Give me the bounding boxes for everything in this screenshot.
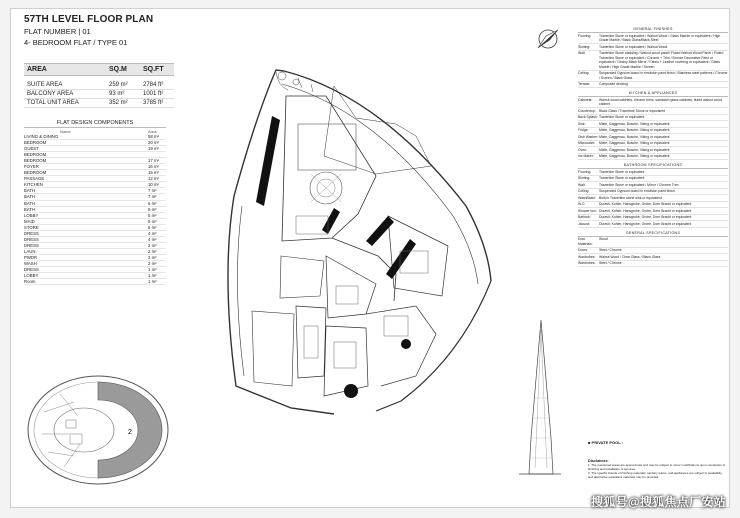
- spec-value: Built in Travertine stone sink or equivalent: [599, 195, 662, 200]
- spec-key: Ceiling:: [578, 189, 590, 193]
- spec-value: Composite decking: [599, 82, 628, 86]
- spec-value: Travertine Stone or equivalent: [599, 176, 645, 180]
- component-name: PWDR: [24, 254, 38, 260]
- flat-type: 4- BEDROOM FLAT / TYPE 01: [24, 38, 128, 47]
- spec-value: Suspended Gypsum board in emulsion paint finish / Stainless steel patterns / Chrome / Screen / Black Glass: [599, 71, 728, 80]
- spec-key: Dish Washer:: [578, 134, 599, 139]
- spec-key: Wardrobes:: [578, 261, 596, 265]
- components-name-header: Name: [60, 129, 71, 134]
- component-area: 19 m²: [148, 146, 159, 152]
- spec-value: Duravit, Kohler, Hansgrohe, Grohe, Dorn Bracht or equivalent: [599, 215, 692, 219]
- component-name: BATH: [24, 188, 36, 194]
- private-pool-label: ■ PRIVATE POOL :: [588, 440, 624, 445]
- component-name: BATH: [24, 200, 36, 206]
- component-name: PASSAGE: [24, 176, 45, 182]
- component-name: BEDROOM: [24, 140, 47, 146]
- spec-value: Travertine Stone or equivalent / Walnut Wood: [599, 44, 668, 49]
- component-area: 12 m²: [148, 176, 159, 182]
- spec-value: Black Glass / Travertine Stone or equivalent: [599, 108, 665, 113]
- spec-value: Miele, Gaggenau, Bosche, Viking or equivalent: [599, 154, 670, 158]
- spec-value: Suspended Gypsum board in emulsion paint finish: [599, 189, 675, 193]
- component-name: LIVING & DINING: [24, 134, 59, 139]
- component-name: DRESS: [24, 267, 39, 273]
- spec-key: Flooring:: [578, 33, 592, 38]
- area-sqm: 93 m²: [106, 89, 140, 98]
- tower-elevation-icon: [515, 318, 563, 480]
- spec-value: Duravit, Kohler, Hansgrohe, Grohe, Dorn Bracht or equivalent: [599, 221, 692, 226]
- spec-value: Duravit, Kohler, Hansgrohe, Grohe, Dorn Bracht or equivalent: [599, 202, 692, 206]
- components-rows: [24, 134, 166, 285]
- spec-key: Wall:: [578, 182, 586, 187]
- table-row: [24, 98, 174, 107]
- spec-key: Countertop:: [578, 108, 596, 113]
- spec-key: W.C:: [578, 202, 586, 206]
- spec-row: [578, 261, 728, 268]
- component-area: 15 m²: [148, 170, 159, 176]
- spec-value: Wood: [599, 237, 608, 241]
- component-name: Room: [24, 279, 36, 285]
- area-sqm: 259 m²: [106, 81, 140, 90]
- spec-key: Shower box:: [578, 208, 597, 213]
- component-name: DRESS: [24, 230, 39, 236]
- area-sqm: 352 m²: [106, 98, 140, 107]
- component-area: 1 m²: [148, 273, 157, 279]
- spec-key: Skirting:: [578, 44, 591, 49]
- spec-row: [578, 51, 728, 71]
- spec-key: Bathtub:: [578, 215, 591, 219]
- spec-row: [578, 71, 728, 82]
- spec-value: Travertine Stone or equivalent: [599, 115, 645, 119]
- spec-value: Miele, Gaggenau, Bosche, Viking or equivalent: [599, 147, 670, 152]
- component-area: 7 m²: [148, 194, 157, 200]
- component-name: BATH: [24, 194, 36, 200]
- component-area: 5 m²: [148, 206, 157, 212]
- spec-key: WashBasin:: [578, 195, 596, 200]
- spec-value: Walnut Wood / Clear Glass / Black Glass: [599, 254, 661, 259]
- area-table-header: [24, 64, 174, 76]
- component-name: BEDROOM: [24, 158, 47, 164]
- component-name: DRESS: [24, 242, 39, 248]
- spec-key: Wardrobes:: [578, 254, 596, 259]
- component-area: 10 m²: [148, 182, 159, 188]
- spec-group-title: GENERAL FINISHES: [578, 26, 728, 33]
- component-area: 6 m²: [148, 200, 157, 206]
- spec-row: [578, 97, 728, 108]
- component-area: 17 m²: [148, 158, 159, 164]
- spec-row: [578, 154, 728, 161]
- spec-group-title: BATHROOM SPECIFICATIONS: [578, 162, 728, 169]
- component-area: 4 m²: [148, 236, 157, 242]
- north-arrow-icon: [532, 24, 564, 54]
- component-area: 5 m²: [148, 212, 157, 218]
- component-name: LOBBY: [24, 212, 39, 218]
- spec-key: Flooring:: [578, 169, 592, 174]
- spec-key: Ice Maker:: [578, 154, 594, 158]
- component-name: GUEST: [24, 146, 39, 152]
- component-area: 2 m²: [148, 242, 157, 248]
- specifications-panel: [578, 24, 728, 267]
- table-row: [24, 81, 174, 90]
- components-area-header: Area: [148, 129, 157, 134]
- component-name: WASH: [24, 260, 37, 266]
- spec-row: [578, 237, 728, 248]
- spec-key: Wall:: [578, 51, 586, 55]
- component-name: LAUN.: [24, 248, 37, 254]
- area-name: BALCONY AREA: [24, 89, 106, 98]
- spec-value: Steel / Chrome: [599, 261, 622, 265]
- spec-key: Terrace:: [578, 82, 591, 86]
- component-name: DRESS: [24, 236, 39, 242]
- spec-value: Miele, Gaggenau, Bosche, Viking or equivalent: [599, 128, 670, 132]
- list-item: [24, 279, 166, 285]
- disclaimer-title: Disclaimer:: [588, 459, 609, 463]
- component-name: BEDROOM: [24, 152, 47, 158]
- component-name: STORE: [24, 224, 39, 230]
- area-name: TOTAL UNIT AREA: [24, 98, 106, 107]
- spec-row: [578, 221, 728, 228]
- area-table: [24, 63, 174, 108]
- spec-row: [578, 33, 728, 44]
- disclaimer-item: 2. The specific brands of finishing materials, sanitary wares, and appliances are subject to availability, and alternative equivalent materials may be provided.: [588, 471, 723, 479]
- spec-value: Travertine Stone or equivalent: [599, 169, 645, 174]
- sqm-col-header: SQ.M: [106, 64, 140, 76]
- table-row: [24, 89, 174, 98]
- component-area: 2 m²: [148, 248, 157, 254]
- component-name: FOYER: [24, 164, 39, 170]
- spec-key: Skirting:: [578, 176, 591, 180]
- spec-value: Miele, Gaggenau, Bosche, Viking or equivalent: [599, 141, 670, 145]
- page-title: 57TH LEVEL FLOOR PLAN: [24, 14, 154, 25]
- area-name: SUITE AREA: [24, 81, 106, 90]
- component-name: KITCHEN: [24, 182, 43, 188]
- area-sqft: 2784 ft²: [140, 81, 174, 90]
- spec-key: Cabinets:: [578, 97, 593, 102]
- spec-value: Walnut wood cabinets, chrome trims, sandwich glass cabinets, fluted walnut wood cabinet: [599, 97, 722, 106]
- spec-group-title: KITCHEN & APPLIANCES: [578, 90, 728, 97]
- floor-plan-drawing: [216, 56, 506, 428]
- spec-value: Duravit, Kohler, Hansgrohe, Grohe, Dorn Bracht or equivalent: [599, 208, 692, 213]
- title-block: [24, 14, 153, 47]
- component-area: 2 m²: [148, 260, 157, 266]
- component-name: BEDROOM: [24, 170, 47, 176]
- area-sqft: 1001 ft²: [140, 89, 174, 98]
- components-title: FLAT DESIGN COMPONENTS: [24, 120, 166, 128]
- spec-value: Steel / Chrome: [599, 248, 622, 252]
- spec-value: Miele, Gaggenau, Bosche, Viking or equivalent: [599, 134, 670, 139]
- spec-key: Jacuzzi:: [578, 221, 591, 226]
- spec-key: Door Materials:: [578, 237, 593, 246]
- component-area: 20 m²: [148, 140, 159, 146]
- spec-key: Doors:: [578, 248, 588, 252]
- spec-value: Travertine Stone or equivalent / Walnut Wood / Glass Marble or equivalent / High Grade Marble / Black Glass/Black Steel: [599, 33, 721, 42]
- flat-number: FLAT NUMBER | 01: [24, 27, 91, 36]
- watermark: 搜狐号@搜狐焦点厂安站: [590, 495, 726, 509]
- component-area: 1 m²: [148, 279, 157, 285]
- spec-key: Ceiling:: [578, 71, 590, 75]
- components-list: [24, 120, 166, 285]
- building-keyplan: [24, 372, 174, 488]
- spec-group-title: GENERAL SPECIFICATIONS: [578, 230, 728, 237]
- component-name: BATH: [24, 206, 36, 212]
- spec-key: Oven:: [578, 147, 588, 152]
- keyplan-unit-number: 2: [128, 429, 132, 436]
- component-area: 5 m²: [148, 224, 157, 230]
- component-area: 58 m²: [148, 134, 159, 139]
- spec-key: Sink:: [578, 121, 586, 126]
- spec-key: Back Splash:: [578, 115, 598, 119]
- spec-row: [578, 82, 728, 89]
- spec-value: Travertine Stone cladding / Walnut wood panel/ Fluted Walnut Wood Panel / Fluted Travertine Stone or equivalent / Chrome + Trim / Bronze Decorative Paint or equivalent / Glossy Black Mirror / Fabric + Leather covering or equivalent / Glass Marble / High Grade Marble / Screen: [599, 51, 724, 69]
- area-col-header: AREA: [24, 64, 106, 76]
- component-name: LOBBY: [24, 273, 39, 279]
- spec-value: Travertine Stone or equivalent / Mirror / Chrome Trim: [599, 182, 679, 187]
- area-sqft: 3785 ft²: [140, 98, 174, 107]
- component-area: 7 m²: [148, 188, 157, 194]
- disclaimer-item: 1. The mentioned areas are approximate and may be subject to minor modifications upon completion of finishing and installation of services.: [588, 463, 726, 471]
- spec-key: Fridge:: [578, 128, 589, 132]
- component-name: MAID: [24, 218, 35, 224]
- component-area: 1 m²: [148, 267, 157, 273]
- component-area: 4 m²: [148, 230, 157, 236]
- sqft-col-header: SQ.FT: [140, 64, 174, 76]
- disclaimer: [588, 459, 728, 479]
- component-area: 2 m²: [148, 254, 157, 260]
- component-area: [148, 152, 166, 157]
- spec-value: Miele, Gaggenau, Bosche, Viking or equivalent: [599, 121, 670, 126]
- component-area: 5 m²: [148, 218, 157, 224]
- component-area: 16 m²: [148, 164, 159, 170]
- spec-key: Microwave:: [578, 141, 596, 145]
